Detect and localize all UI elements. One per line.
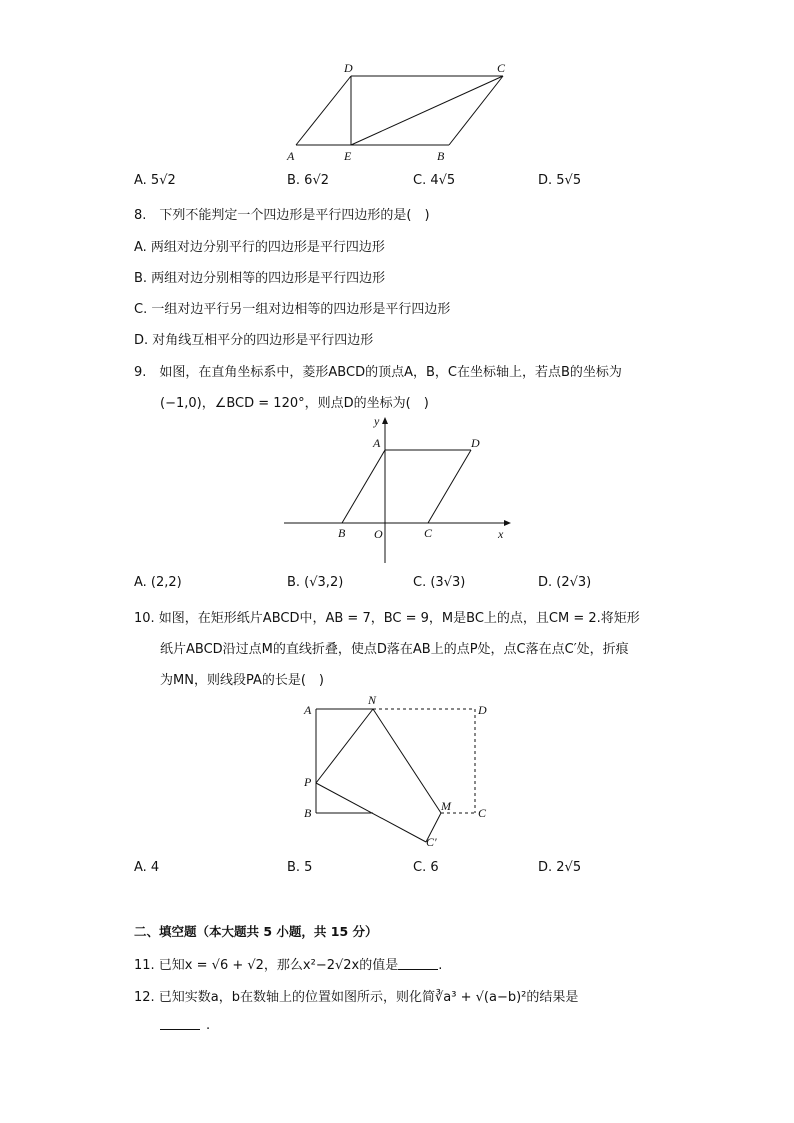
fig1-label-e: E — [344, 149, 352, 163]
fig3-label-d: D — [478, 703, 487, 717]
q10-option-c[interactable]: C. 6 — [413, 860, 439, 875]
fig1-label-a: A — [287, 149, 295, 163]
q7-option-a[interactable]: A. 5√2 — [134, 173, 176, 188]
fold-pn — [316, 709, 373, 783]
q8-option-b[interactable]: B. 两组对边分别相等的四边形是平行四边形 — [134, 271, 386, 286]
q7-option-c[interactable]: C. 4√5 — [413, 173, 456, 188]
q11 — [134, 954, 442, 973]
q9-option-c[interactable]: C. (3√3) — [413, 575, 466, 590]
fig3-label-p: P — [304, 775, 312, 789]
q8-stem: 8. 下列不能判定一个四边形是平行四边形的是( ) — [134, 208, 430, 223]
q11-end: . — [438, 958, 443, 973]
q10-option-a[interactable]: A. 4 — [134, 860, 160, 875]
q8-option-c[interactable]: C. 一组对边平行另一组对边相等的四边形是平行四边形 — [134, 302, 451, 317]
q7-option-b[interactable]: B. 6√2 — [287, 173, 330, 188]
q8-option-d[interactable]: D. 对角线互相平分的四边形是平行四边形 — [134, 333, 374, 348]
fig3-label-b: B — [304, 806, 312, 820]
q11-text: 11. 已知x = √6 + √2，那么x²−2√2x的值是 — [134, 958, 399, 973]
fig3-label-c: C — [478, 806, 487, 820]
q10-stem-line2: 纸片ABCD沿过点M的直线折叠，使点D落在AB上的点P处，点C落在点C′处，折痕 — [160, 642, 629, 657]
q10-stem-line1: 10. 如图，在矩形纸片ABCD中，AB = 7，BC = 9，M是BC上的点，且CM = 2.将矩形 — [134, 611, 640, 626]
q9-stem-line1: 9. 如图，在直角坐标系中，菱形ABCD的顶点A，B，C在坐标轴上，若点B的坐标为 — [134, 365, 622, 380]
fig2-label-x: x — [498, 527, 504, 541]
q12-answer-blank[interactable] — [160, 1017, 200, 1030]
q8-option-a[interactable]: A. 两组对边分别平行的四边形是平行四边形 — [134, 240, 385, 255]
fig2-label-a: A — [373, 436, 381, 450]
q10-option-b[interactable]: B. 5 — [287, 860, 313, 875]
q9-option-b[interactable]: B. (√3,2) — [287, 575, 344, 590]
q9-stem-line2: (−1,0)，∠BCD = 120°，则点D的坐标为( ) — [160, 396, 429, 411]
fig2-label-c: C — [424, 526, 433, 540]
fig3-label-c-prime: C′ — [426, 835, 437, 849]
fig1-label-b: B — [437, 149, 445, 163]
crease-nm — [373, 709, 441, 813]
q12-stem-line1: 12. 已知实数a，b在数轴上的位置如图所示，则化简∛a³ + √(a−b)²的结果是 — [134, 990, 579, 1005]
fig1-label-d: D — [344, 61, 353, 75]
fig2-label-d: D — [471, 436, 480, 450]
section-title: 二、填空题（本大题共 5 小题，共 15 分） — [134, 924, 378, 939]
fig2-label-y: y — [374, 414, 380, 428]
q7-option-d[interactable]: D. 5√5 — [538, 173, 582, 188]
q11-answer-blank[interactable] — [398, 957, 438, 970]
fig1-label-c: C — [497, 61, 506, 75]
fig3-label-n: N — [368, 693, 377, 707]
q12-answer-line — [160, 1017, 210, 1033]
fig2-label-o: O — [374, 527, 383, 541]
q9-option-d[interactable]: D. (2√3) — [538, 575, 592, 590]
q10-option-d[interactable]: D. 2√5 — [538, 860, 582, 875]
q12-end: . — [206, 1018, 211, 1033]
fig2-label-b: B — [338, 526, 346, 540]
q10-stem-line3: 为MN，则线段PA的长是( ) — [160, 673, 324, 688]
q9-option-a[interactable]: A. (2,2) — [134, 575, 182, 590]
fig3-label-a: A — [304, 703, 312, 717]
fig3-label-m: M — [441, 799, 451, 813]
